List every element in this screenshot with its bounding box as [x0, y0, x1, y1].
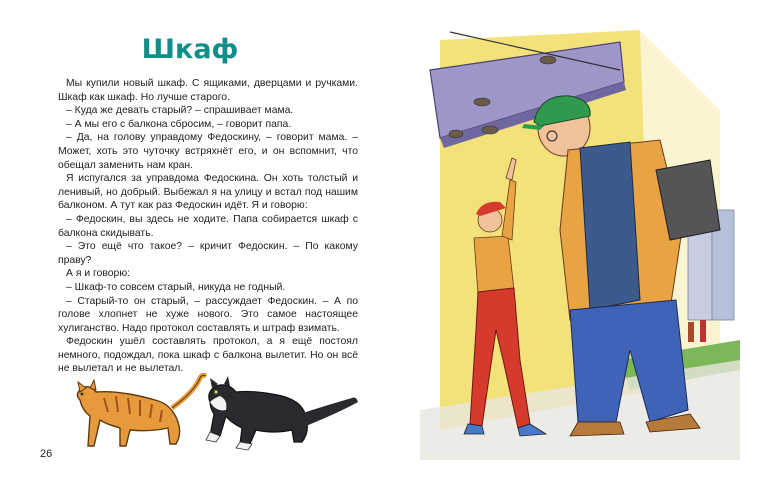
scene-illustration: [420, 30, 740, 460]
paragraph: Я испугался за управдома Федоскина. Он хоть толстый и ленивый, но добрый. Выбежал я на улицу и встал под нашим балконом. А тут как раз Федоскин идёт. Я и говорю:: [58, 173, 358, 212]
paragraph: – Куда же девать старый? – спрашивает мама.: [66, 105, 294, 117]
paragraph: – Шкаф-то совсем старый, никуда не годный.: [66, 281, 286, 293]
paragraph: А я и говорю:: [66, 268, 131, 280]
paragraph: Мы купили новый шкаф. С ящиками, дверцами и ручками. Шкаф как шкаф. Но лучше старого.: [58, 78, 358, 103]
story-text: [58, 77, 358, 376]
paragraph: Федоскин ушёл составлять протокол, а я ещё постоял немного, подождал, пока шкаф с балкона вылетит. Но он всё не вылетал и не вылетал.: [58, 336, 358, 375]
man-vest: [580, 142, 640, 310]
paragraph: – Старый-то он старый, – рассуждает Федоскин. – А по голове хлопнет не хуже нового. Это самое настоящее хулиганство. Надо протокол составлять и штраф взимать.: [58, 295, 358, 334]
page-number: 26: [40, 448, 53, 460]
page-title: Шкаф: [141, 34, 239, 65]
black-cat: [206, 376, 358, 450]
ginger-cat: [77, 375, 206, 446]
paragraph: – Да, на голову управдому Федоскину, – говорит мама. – Может, хоть это чуточку встряхнёт его, и он вспомнит, что обещал заменить нам кран.: [58, 132, 358, 171]
building: [688, 230, 712, 320]
paragraph: – Это ещё что такое? – кричит Федоскин. – По какому праву?: [58, 241, 358, 266]
paragraph: – А мы его с балкона сбросим, – говорит папа.: [66, 118, 292, 130]
paragraph: – Федоскин, вы здесь не ходите. Папа собирается шкаф с балкона скидывать.: [58, 213, 358, 239]
cats-illustration: [60, 372, 360, 452]
